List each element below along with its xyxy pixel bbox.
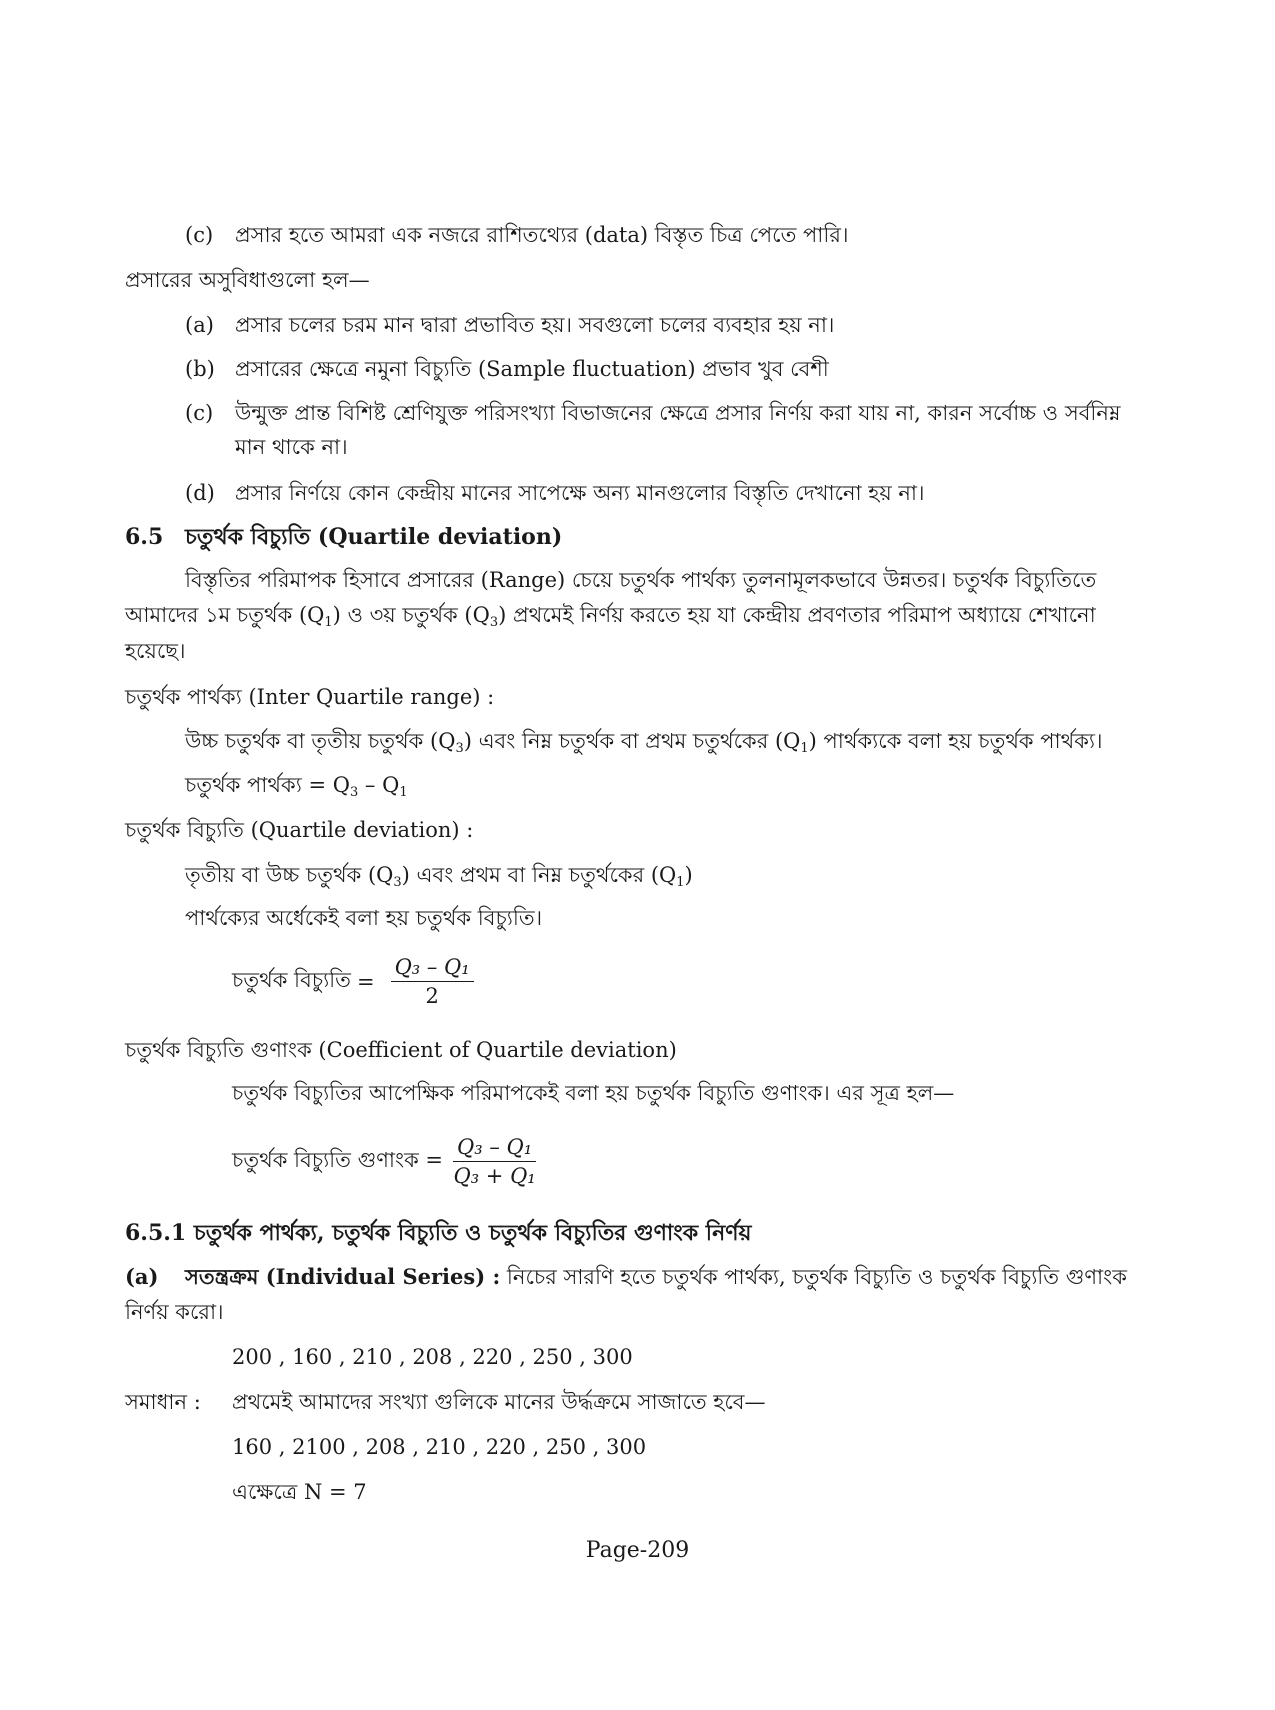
iqr-formula: চতুর্থক পার্থক্য = $Q_3 - Q_1$ — [185, 773, 408, 800]
cqd-fraction: $\frac{\text{Q₃ – Q₁}}{\text{Q₃ + Q₁}}$ — [453, 1135, 536, 1188]
iqr-heading: চতুর্থক পার্থক্য (Inter Quartile range) : — [125, 685, 495, 709]
para-6-5-line1: বিস্তৃতির পরিমাপক হিসাবে প্রসারের (Range) চেয়ে চতুর্থক পার্থক্য তুলনামূলকভাবে উন্নতর। চতুর্থক বিচ্যুতিতে — [185, 568, 1097, 592]
cqd-formula: চতুর্থক বিচ্যুতি গুণাংক = $\frac{\text{Q₃ – Q₁}}{\text{Q₃ + Q₁}}$ — [232, 1135, 536, 1188]
qd-heading: চতুর্থক বিচ্যুতি (Quartile deviation) : — [125, 818, 474, 842]
qd-definition-1: তৃতীয় বা উচ্চ চতুর্থক $(Q_3)$ এবং প্রথম বা নিম্ন চতুর্থকের $(Q_1)$ — [185, 863, 693, 890]
qd-fraction: $\frac{\text{Q₃ – Q₁}}{2}$ — [391, 955, 474, 1008]
para-6-5-line3: হয়েছে। — [125, 639, 186, 663]
qd-definition-2: পার্থক্যের অর্ধেকেই বলা হয় চতুর্থক বিচ্যুতি। — [185, 906, 543, 930]
disadvantages-intro: প্রসারের অসুবিধাগুলো হল— — [125, 268, 370, 292]
cqd-definition: চতুর্থক বিচ্যুতির আপেক্ষিক পরিমাপকেই বলা হয় চতুর্থক বিচ্যুতি গুণাংক। এর সূত্র হল— — [232, 1081, 955, 1105]
section-6-5-1-heading: 6.5.1 চতুর্থক পার্থক্য, চতুর্থক বিচ্যুতি ও চতুর্থক বিচ্যুতির গুণাংক নির্ণয় — [125, 1220, 752, 1246]
advantage-c: (c) প্রসার হতে আমরা এক নজরে রাশিতথ্যের (data) বিস্তৃত চিত্র পেতে পারি। — [185, 223, 849, 247]
solution-line: সমাধান : প্রথমেই আমাদের সংখ্যা গুলিকে মানের উর্দ্ধক্রমে সাজাতে হবে— — [125, 1390, 766, 1414]
disadvantage-b: (b) প্রসারের ক্ষেত্রে নমুনা বিচ্যুতি (Sample fluctuation) প্রভাব খুব বেশী — [185, 357, 829, 381]
example-a-data: 200 , 160 , 210 , 208 , 220 , 250 , 300 — [232, 1345, 633, 1369]
section-6-5-heading: 6.5 চতুর্থক বিচ্যুতি (Quartile deviation) — [125, 524, 563, 550]
qd-formula: চতুর্থক বিচ্যুতি = $\frac{\text{Q₃ – Q₁}}{2}$ — [232, 955, 474, 1008]
disadvantage-c-cont: মান থাকে না। — [235, 435, 348, 459]
disadvantage-d: (d) প্রসার নির্ণয়ে কোন কেন্দ্রীয় মানের সাপেক্ষে অন্য মানগুলোর বিস্তৃতি দেখানো হয় না। — [185, 481, 925, 505]
sorted-data: 160 , 2100 , 208 , 210 , 220 , 250 , 300 — [232, 1435, 647, 1459]
example-a-line1: (a) সতন্ত্রক্রম (Individual Series) : নিচের সারণি হতে চতুর্থক পার্থক্য, চতুর্থক বিচ্যুতি ও চতুর্থক বিচ্যুতি গুণাংক — [125, 1264, 1127, 1289]
n-value: এক্ষেত্রে N = 7 — [232, 1480, 367, 1504]
example-a-line2: নির্ণয় করো। — [125, 1300, 224, 1324]
disadvantage-c: (c) উন্মুক্ত প্রান্ত বিশিষ্ট শ্রেণিযুক্ত পরিসংখ্যা বিভাজনের ক্ষেত্রে প্রসার নির্ণয় করা যায় না, কারন সর্বোচ্চ ও সর্বনিম্ন — [185, 401, 1121, 425]
iqr-definition: উচ্চ চতুর্থক বা তৃতীয় চতুর্থক $(Q_3)$ এবং নিম্ন চতুর্থক বা প্রথম চতুর্থকের $(Q_1)$ পার্থক্যকে বলা হয় চতুর্থক পার্থক্য। — [185, 729, 1103, 756]
disadvantage-a: (a) প্রসার চলের চরম মান দ্বারা প্রভাবিত হয়। সবগুলো চলের ব্যবহার হয় না। — [185, 313, 835, 337]
page-number: Page-209 — [585, 1538, 690, 1563]
para-6-5-line2: আমাদের ১ম চতুর্থক $(Q_1)$ ও ৩য় চতুর্থক $(Q_3)$ প্রথমেই নির্ণয় করতে হয় যা কেন্দ্রীয় প্রবণতার পরিমাপ অধ্যায়ে শেখানো — [125, 603, 1096, 630]
cqd-heading: চতুর্থক বিচ্যুতি গুণাংক (Coefficient of Quartile deviation) — [125, 1038, 677, 1062]
